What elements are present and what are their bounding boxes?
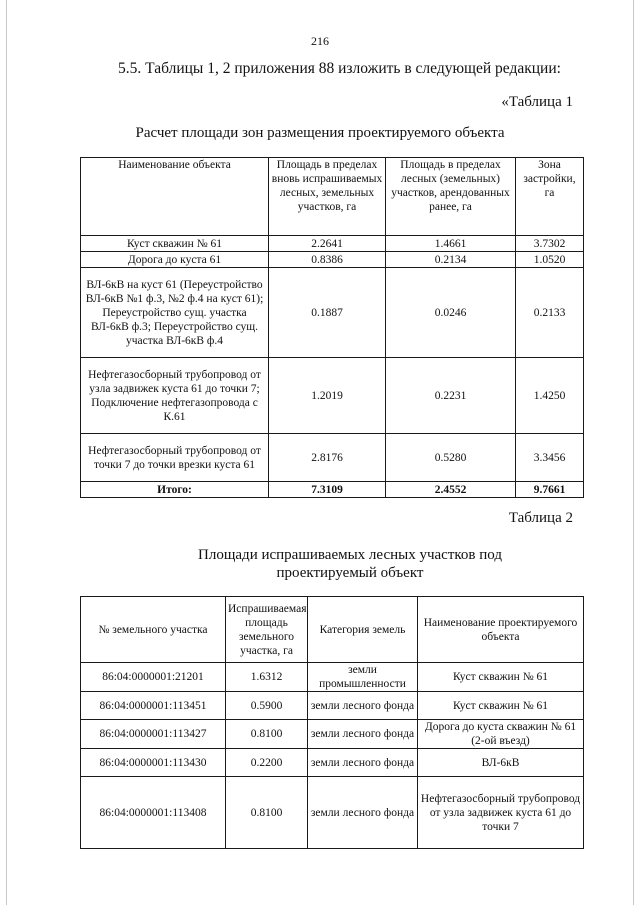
object-name: Куст скважин № 61 bbox=[81, 236, 269, 252]
parcel-area: 0.5900 bbox=[226, 692, 308, 720]
table1-total-row bbox=[81, 482, 584, 498]
object-name: Нефтегазосборный трубопровод от точки 7 до точки врезки куста 61 bbox=[81, 434, 269, 482]
table1-title: Расчет площади зон размещения проектируемого объекта bbox=[135, 125, 505, 141]
total-area-leased: 2.4552 bbox=[386, 482, 516, 498]
land-category: земли промышленности bbox=[308, 663, 418, 692]
object-name: Дорога до куста скважин № 61 (2-ой въезд) bbox=[418, 720, 584, 749]
table-row bbox=[81, 268, 584, 358]
parcel-number: 86:04:0000001:21201 bbox=[81, 663, 226, 692]
table2-header-category: Категория земель bbox=[308, 597, 418, 663]
parcel-area: 0.2200 bbox=[226, 749, 308, 777]
total-area-new: 7.3109 bbox=[269, 482, 386, 498]
object-name: Дорога до куста 61 bbox=[81, 252, 269, 268]
parcel-number: 86:04:0000001:113427 bbox=[81, 720, 226, 749]
table-row bbox=[81, 252, 584, 268]
area-new: 1.2019 bbox=[269, 358, 386, 434]
land-category: земли лесного фонда bbox=[308, 749, 418, 777]
table-row bbox=[81, 720, 584, 749]
table-row bbox=[81, 434, 584, 482]
table1-header-area-leased: Площадь в пределах лесных (земельных) участков, арендованных ранее, га bbox=[386, 158, 516, 236]
parcel-area: 0.8100 bbox=[226, 777, 308, 849]
table-row bbox=[81, 692, 584, 720]
zone-area: 3.7302 bbox=[516, 236, 584, 252]
object-name: ВЛ-6кВ bbox=[418, 749, 584, 777]
table2-header-row bbox=[81, 597, 584, 663]
area-leased: 1.4661 bbox=[386, 236, 516, 252]
table1-header-zone: Зона застройки, га bbox=[516, 158, 584, 236]
area-new: 0.8386 bbox=[269, 252, 386, 268]
area-new: 2.8176 bbox=[269, 434, 386, 482]
table1 bbox=[80, 157, 584, 498]
zone-area: 1.4250 bbox=[516, 358, 584, 434]
section-heading: 5.5. Таблицы 1, 2 приложения 88 изложить в следующей редакции: bbox=[118, 60, 561, 77]
zone-area: 0.2133 bbox=[516, 268, 584, 358]
area-leased: 0.0246 bbox=[386, 268, 516, 358]
table-row bbox=[81, 749, 584, 777]
object-name: Нефтегазосборный трубопровод от узла задвижек куста 61 до точки 7; Подключение нефтегазопровода с К.61 bbox=[81, 358, 269, 434]
zone-area: 3.3456 bbox=[516, 434, 584, 482]
parcel-number: 86:04:0000001:113408 bbox=[81, 777, 226, 849]
table1-header-name: Наименование объекта bbox=[81, 158, 269, 236]
table2-header-object: Наименование проектируемого объекта bbox=[418, 597, 584, 663]
table1-label: «Таблица 1 bbox=[501, 94, 573, 110]
object-name: Нефтегазосборный трубопровод от узла задвижек куста 61 до точки 7 bbox=[418, 777, 584, 849]
parcel-number: 86:04:0000001:113451 bbox=[81, 692, 226, 720]
table2-header-area: Испрашиваемая площадь земельного участка, га bbox=[226, 597, 308, 663]
table1-header-area-new: Площадь в пределах вновь испрашиваемых лесных, земельных участков, га bbox=[269, 158, 386, 236]
table2-title: Площади испрашиваемых лесных участков под проектируемый объект bbox=[198, 547, 502, 581]
object-name: ВЛ-6кВ на куст 61 (Переустройство ВЛ-6кВ №1 ф.3, №2 ф.4 на куст 61); Переустройство сущ. участка ВЛ-6кВ ф.3; Переустройство сущ. участка ВЛ-6кВ ф.4 bbox=[81, 268, 269, 358]
table-row bbox=[81, 777, 584, 849]
table-row bbox=[81, 358, 584, 434]
table2-header-parcel: № земельного участка bbox=[81, 597, 226, 663]
table2 bbox=[80, 596, 584, 849]
land-category: земли лесного фонда bbox=[308, 692, 418, 720]
land-category: земли лесного фонда bbox=[308, 777, 418, 849]
object-name: Куст скважин № 61 bbox=[418, 663, 584, 692]
parcel-area: 1.6312 bbox=[226, 663, 308, 692]
area-new: 0.1887 bbox=[269, 268, 386, 358]
total-label: Итого: bbox=[81, 482, 269, 498]
table2-label: Таблица 2 bbox=[508, 510, 573, 526]
parcel-area: 0.8100 bbox=[226, 720, 308, 749]
table1-header-row bbox=[81, 158, 584, 236]
area-leased: 0.2231 bbox=[386, 358, 516, 434]
area-new: 2.2641 bbox=[269, 236, 386, 252]
parcel-number: 86:04:0000001:113430 bbox=[81, 749, 226, 777]
page-number: 216 bbox=[311, 34, 329, 48]
table-row bbox=[81, 663, 584, 692]
table-row bbox=[81, 236, 584, 252]
object-name: Куст скважин № 61 bbox=[418, 692, 584, 720]
area-leased: 0.5280 bbox=[386, 434, 516, 482]
zone-area: 1.0520 bbox=[516, 252, 584, 268]
total-zone: 9.7661 bbox=[516, 482, 584, 498]
land-category: земли лесного фонда bbox=[308, 720, 418, 749]
area-leased: 0.2134 bbox=[386, 252, 516, 268]
